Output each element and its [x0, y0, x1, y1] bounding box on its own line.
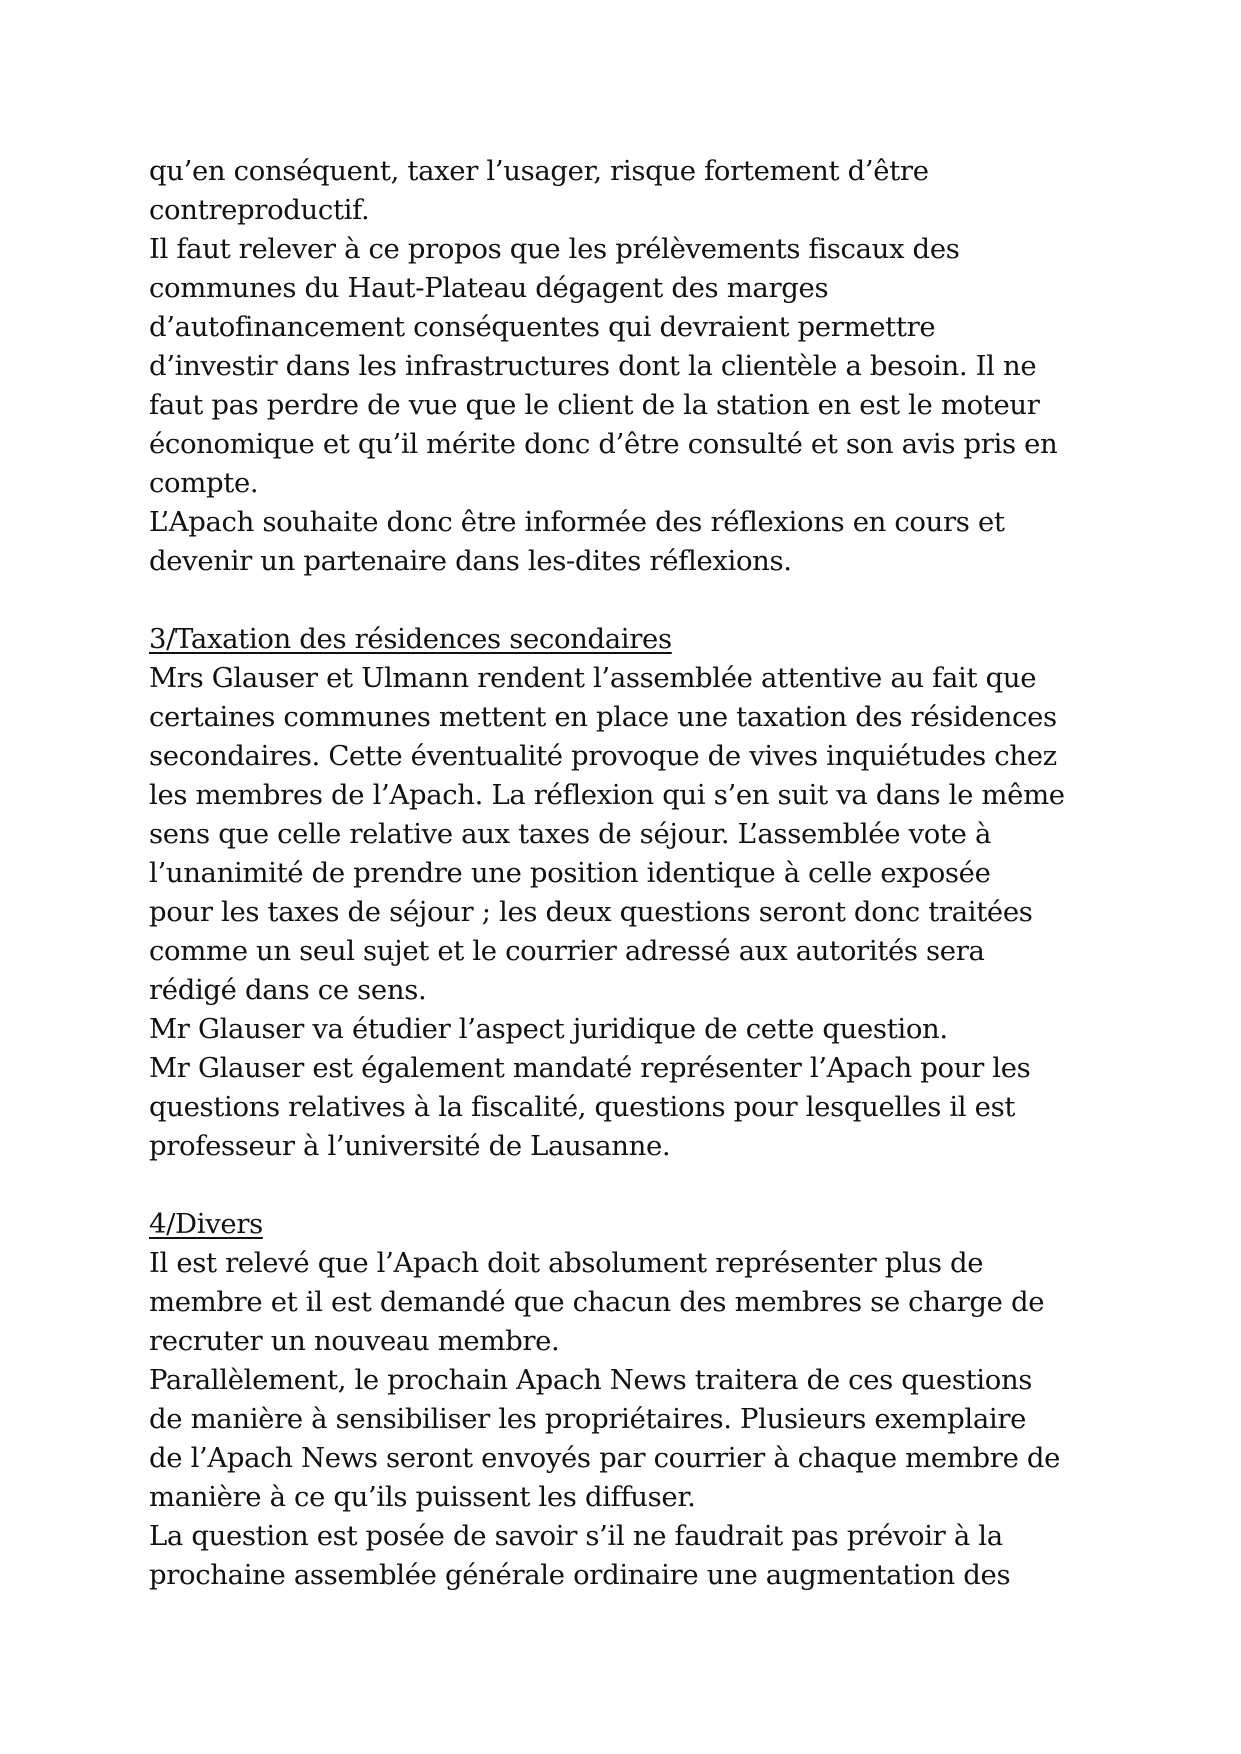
- intro-line-2: contreproductif.: [149, 194, 370, 226]
- section-3-heading-line: [149, 620, 1109, 659]
- section-3-line-13: professeur à l’université de Lausanne.: [149, 1130, 671, 1162]
- intro-line-7: faut pas perdre de vue que le client de la station en est le moteur: [149, 389, 1040, 421]
- section-3-line-4: les membres de l’Apach. La réflexion qui s’en suit va dans le même: [149, 779, 1065, 811]
- section-3-line-11: Mr Glauser est également mandaté représenter l’Apach pour les: [149, 1052, 1031, 1084]
- section-4-line-9: prochaine assemblée générale ordinaire une augmentation des: [149, 1559, 1011, 1591]
- intro-line-9: compte.: [149, 467, 259, 499]
- section-4-line-5: de manière à sensibiliser les propriétaires. Plusieurs exemplaire: [149, 1403, 1027, 1435]
- intro-line-1: qu’en conséquent, taxer l’usager, risque fortement d’être: [149, 155, 929, 187]
- section-3-line-8: comme un seul sujet et le courrier adressé aux autorités sera: [149, 935, 985, 967]
- section-4-line-4: Parallèlement, le prochain Apach News traitera de ces questions: [149, 1364, 1033, 1396]
- intro-line-10: L’Apach souhaite donc être informée des réflexions en cours et: [149, 506, 1005, 538]
- section-3-line-9: rédigé dans ce sens.: [149, 974, 427, 1006]
- section-4-line-2: membre et il est demandé que chacun des membres se charge de: [149, 1286, 1045, 1318]
- intro-line-4: communes du Haut-Plateau dégagent des marges: [149, 272, 829, 304]
- intro-line-11: devenir un partenaire dans les-dites réflexions.: [149, 545, 792, 577]
- section-3-line-5: sens que celle relative aux taxes de séjour. L’assemblée vote à: [149, 818, 991, 850]
- section-3-heading: 3/Taxation des résidences secondaires: [149, 623, 672, 655]
- section-3-line-3: secondaires. Cette éventualité provoque de vives inquiétudes chez: [149, 740, 1057, 772]
- section-4-line-1: Il est relevé que l’Apach doit absolument représenter plus de: [149, 1247, 984, 1279]
- section-3-line-12: questions relatives à la fiscalité, questions pour lesquelles il est: [149, 1091, 1016, 1123]
- intro-line-6: d’investir dans les infrastructures dont la clientèle a besoin. Il ne: [149, 350, 1037, 382]
- section-3-line-6: l’unanimité de prendre une position identique à celle exposée: [149, 857, 991, 889]
- intro-line-8: économique et qu’il mérite donc d’être consulté et son avis pris en: [149, 428, 1058, 460]
- section-4-line-6: de l’Apach News seront envoyés par courrier à chaque membre de: [149, 1442, 1061, 1474]
- intro-line-3: Il faut relever à ce propos que les prélèvements fiscaux des: [149, 233, 960, 265]
- document-body: [149, 152, 1109, 1595]
- paragraph-gap: [149, 581, 1109, 620]
- section-3-line-2: certaines communes mettent en place une taxation des résidences: [149, 701, 1057, 733]
- section-4-line-8: La question est posée de savoir s’il ne faudrait pas prévoir à la: [149, 1520, 1003, 1552]
- section-3-line-1: Mrs Glauser et Ulmann rendent l’assemblée attentive au fait que: [149, 662, 1037, 694]
- paragraph-gap: [149, 1166, 1109, 1205]
- section-4-line-7: manière à ce qu’ils puissent les diffuser.: [149, 1481, 696, 1513]
- section-3-line-10: Mr Glauser va étudier l’aspect juridique de cette question.: [149, 1013, 948, 1045]
- section-4-heading: 4/Divers: [149, 1208, 263, 1240]
- section-4-heading-line: [149, 1205, 1109, 1244]
- section-4-line-3: recruter un nouveau membre.: [149, 1325, 560, 1357]
- intro-line-5: d’autofinancement conséquentes qui devraient permettre: [149, 311, 936, 343]
- section-3-line-7: pour les taxes de séjour ; les deux questions seront donc traitées: [149, 896, 1033, 928]
